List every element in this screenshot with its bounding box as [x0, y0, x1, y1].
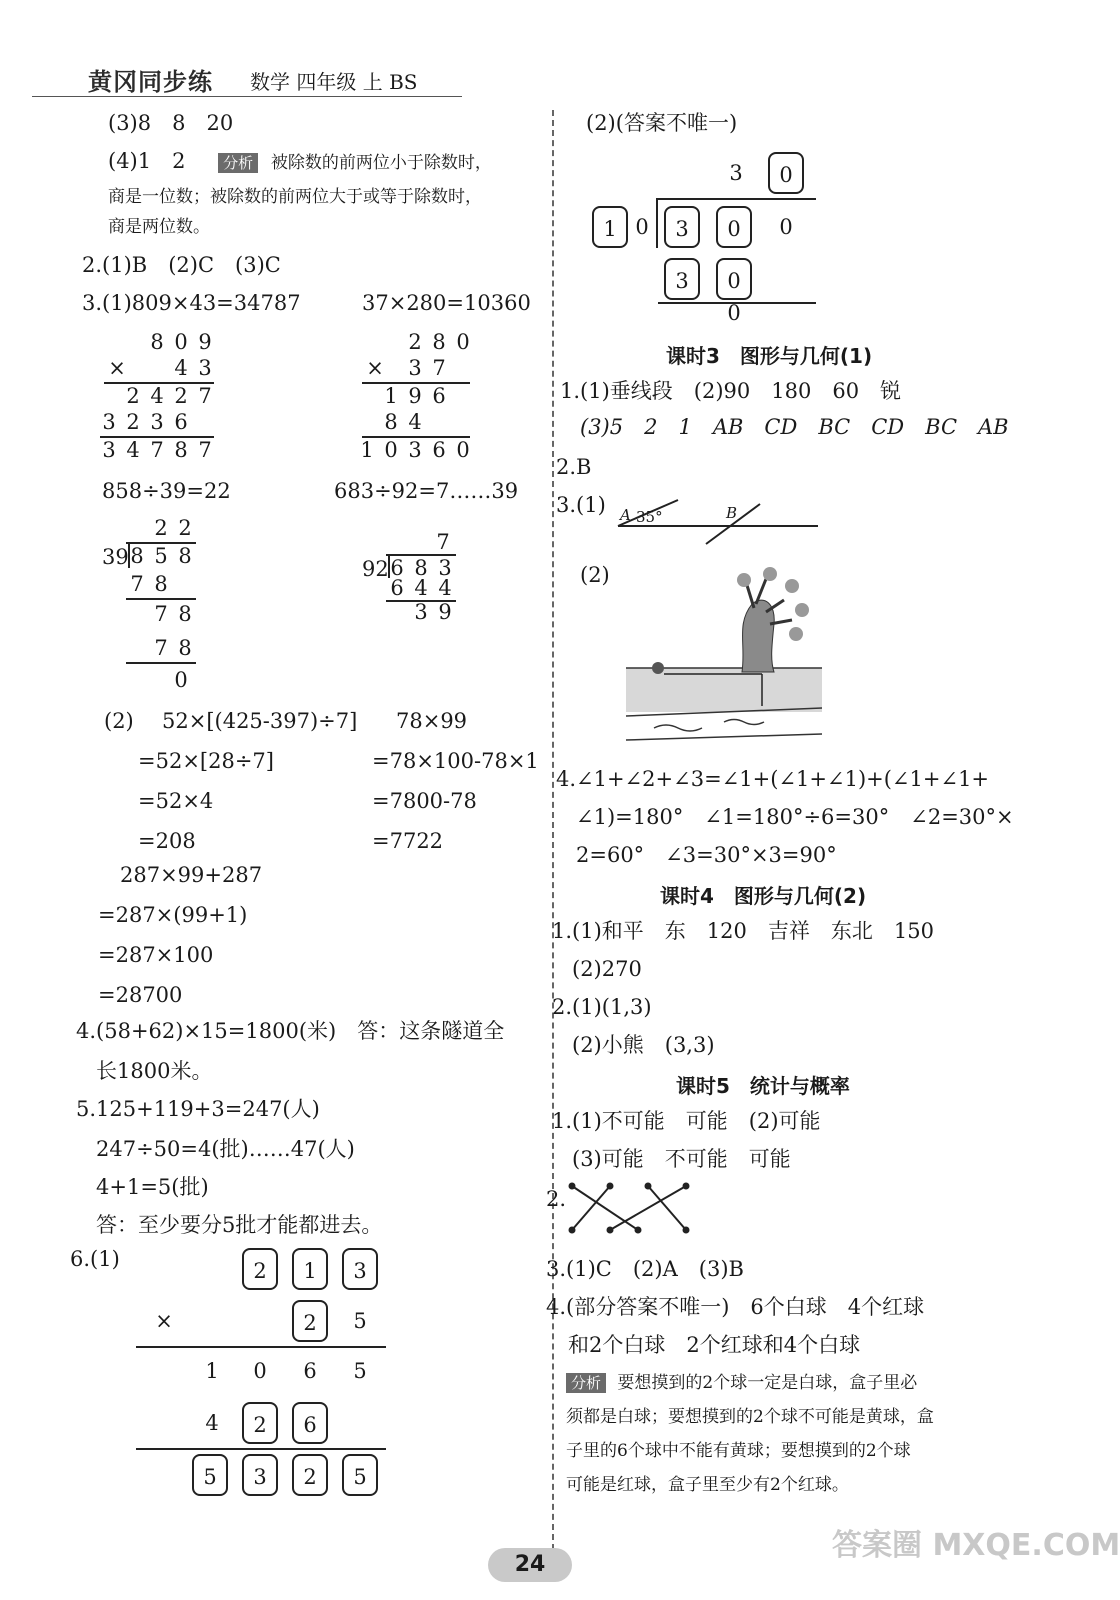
calc-line: =7722 [372, 829, 444, 853]
digit: 4 [150, 384, 164, 408]
digit-box: 1 [292, 1248, 328, 1290]
calc-line: =28700 [98, 983, 183, 1007]
digit: 6 [390, 556, 404, 580]
digit-box: 0 [716, 258, 752, 300]
digit-box: 6 [292, 1402, 328, 1444]
digit: 2 [178, 516, 192, 540]
digit: 2 [174, 384, 188, 408]
section-heading-lesson-5: 课时5 统计与概率 [676, 1074, 850, 1098]
answer-line: (2)(答案不唯一) [586, 111, 738, 135]
digit: 4 [205, 1411, 219, 1435]
digit-box: 3 [664, 258, 700, 300]
divisor: 92 [362, 557, 389, 581]
digit: 8 [178, 544, 192, 568]
question-5-answer: 答：至少要分5批才能都进去。 [96, 1213, 383, 1237]
question-4: 4.(58+62)×15=1800(米) 答：这条隧道全 [76, 1019, 505, 1043]
digit: 4 [408, 410, 422, 434]
matching-diagram [566, 1178, 696, 1238]
question-2: 2.(1)B (2)C (3)C [82, 253, 281, 277]
answer-line: (3)5 2 1 AB CD BC CD BC AB [580, 415, 1009, 439]
calc-line: =78×100-78×1 [372, 749, 539, 773]
answer-line: 2.(1)(1,3) [552, 995, 652, 1019]
digit: 8 [150, 330, 164, 354]
digit-box: 2 [292, 1454, 328, 1496]
digit-box: 0 [716, 206, 752, 248]
digit: 4 [126, 438, 140, 462]
digit: 8 [414, 556, 428, 580]
digit: 5 [154, 544, 168, 568]
digit: 6 [303, 1359, 317, 1383]
digit: 8 [154, 572, 168, 596]
digit-box: 3 [242, 1454, 278, 1496]
digit-box: 5 [192, 1454, 228, 1496]
calc-line: =7800-78 [372, 789, 477, 813]
calc-line: =208 [138, 829, 196, 853]
digit: 3 [408, 438, 422, 462]
digit: 8 [178, 602, 192, 626]
digit: 3 [438, 556, 452, 580]
answer-line [108, 148, 492, 178]
analysis-text: 被除数的前两位小于除数时， [270, 153, 492, 173]
calc-line: 287×99+287 [120, 863, 263, 887]
analysis-tag: 分析 [218, 153, 258, 173]
digit-box: 2 [292, 1300, 328, 1342]
label-b: B [726, 504, 738, 522]
digit: 0 [456, 330, 470, 354]
digit-box: 3 [664, 206, 700, 248]
digit-box: 2 [242, 1248, 278, 1290]
answer-line: ∠1)=180° ∠1=180°÷6=30° ∠2=30°× [576, 805, 1014, 829]
digit: 7 [198, 384, 212, 408]
digit: 3 [150, 410, 164, 434]
digit: 0 [174, 330, 188, 354]
digit: 7 [432, 356, 446, 380]
digit-box: 2 [242, 1402, 278, 1444]
digit: 4 [438, 576, 452, 600]
answer-line: 1.(1)垂线段 (2)90 180 60 锐 [560, 379, 902, 403]
calc-line: =287×100 [98, 943, 214, 967]
section-heading-lesson-4: 课时4 图形与几何(2) [660, 884, 867, 908]
answer-line: (3)可能 不可能 可能 [572, 1147, 791, 1171]
digit: 0 [779, 215, 793, 239]
digit: 0 [174, 668, 188, 692]
digit: 4 [414, 576, 428, 600]
analysis-text: 可能是红球，盒子里至少有2个红球。 [566, 1475, 849, 1495]
question-6: 6.(1) [70, 1247, 120, 1271]
times-sign: × [366, 356, 384, 380]
digit: 0 [635, 215, 649, 239]
digit-box: 5 [342, 1454, 378, 1496]
answer-line: 4.∠1+∠2+∠3=∠1+(∠1+∠1)+(∠1+∠1+ [556, 767, 990, 791]
digit: 3 [414, 600, 428, 624]
answer-line: 和2个白球 2个红球和4个白球 [568, 1333, 861, 1357]
analysis-text: 商是两位数。 [108, 217, 210, 237]
digit: 0 [384, 438, 398, 462]
digit: 6 [390, 576, 404, 600]
calc-line: =52×4 [138, 789, 214, 813]
analysis-tag: 分析 [566, 1373, 606, 1393]
digit: 0 [727, 301, 741, 325]
digit: 2 [408, 330, 422, 354]
page-number-badge [488, 1548, 572, 1582]
answer-line: (3)8 8 20 [108, 111, 234, 135]
header-subtitle: 数学 四年级 上 BS [250, 70, 418, 94]
division-equation-1: 858÷39=22 [102, 479, 231, 503]
rule [126, 598, 196, 600]
calc-line: 52×[(425-397)÷7] [162, 709, 358, 733]
digit: 8 [432, 330, 446, 354]
analysis-text: 要想摸到的2个球一定是白球，盒子里必 [617, 1373, 918, 1393]
digit: 1 [360, 438, 374, 462]
digit: 7 [198, 438, 212, 462]
divisor: 39 [102, 545, 129, 569]
answer-line: 1.(1)不可能 可能 (2)可能 [552, 1109, 821, 1133]
digit: 3 [102, 410, 116, 434]
column-divider [552, 110, 554, 1550]
digit: 7 [154, 602, 168, 626]
digit: 2 [126, 384, 140, 408]
tree-illustration [624, 564, 824, 754]
digit: 3 [102, 438, 116, 462]
header-rule [32, 96, 462, 97]
digit: 2 [154, 516, 168, 540]
digit: 6 [432, 438, 446, 462]
digit: 0 [456, 438, 470, 462]
digit: 9 [408, 384, 422, 408]
label-angle: 35° [636, 508, 663, 526]
answer-text: (4)1 2 [108, 149, 186, 173]
rule [136, 1448, 386, 1450]
digit: 0 [253, 1359, 267, 1383]
question-3-eq1: 3.(1)809×43=34787 [82, 291, 301, 315]
division-equation-2: 683÷92=7……39 [334, 479, 519, 503]
calc-line: =52×[28÷7] [138, 749, 274, 773]
question-3-eq2: 37×280=10360 [362, 291, 531, 315]
digit-box: 0 [768, 152, 804, 194]
times-sign: × [155, 1309, 173, 1333]
digit: 8 [130, 544, 144, 568]
analysis-text: 须都是白球；要想摸到的2个球不可能是黄球，盒 [566, 1407, 934, 1427]
answer-line: 2. [546, 1187, 567, 1211]
question-5: 5.125+119+3=247(人) [76, 1097, 320, 1121]
digit: 8 [384, 410, 398, 434]
division-bracket [656, 198, 658, 248]
rule [658, 198, 816, 200]
label-a: A [620, 506, 631, 524]
digit: 1 [384, 384, 398, 408]
rule [136, 1346, 386, 1348]
answer-line: 4.(部分答案不唯一) 6个白球 4个红球 [546, 1295, 925, 1319]
question-5-line: 4+1=5(批) [96, 1175, 209, 1199]
analysis-line [566, 1368, 917, 1398]
digit: 8 [178, 636, 192, 660]
digit-box: 3 [342, 1248, 378, 1290]
analysis-text: 商是一位数；被除数的前两位大于或等于除数时， [108, 187, 482, 207]
answer-line: 2.B [556, 455, 592, 479]
answer-line: 2=60° ∠3=30°×3=90° [576, 843, 837, 867]
matching-svg [566, 1178, 696, 1238]
digit: 5 [353, 1359, 367, 1383]
analysis-text: 子里的6个球中不能有黄球；要想摸到的2个球 [566, 1441, 911, 1461]
digit: 4 [174, 356, 188, 380]
digit: 3 [729, 161, 743, 185]
digit: 6 [432, 384, 446, 408]
digit: 9 [198, 330, 212, 354]
digit: 7 [150, 438, 164, 462]
question-4-cont: 长1800米。 [96, 1059, 213, 1083]
answer-line: (2)270 [572, 957, 642, 981]
tree-river-svg [624, 564, 824, 754]
answer-line: 1.(1)和平 东 120 吉祥 东北 150 [552, 919, 934, 943]
page-number: 24 [514, 1552, 546, 1577]
digit: 2 [126, 410, 140, 434]
answer-line: (2)小熊 (3,3) [572, 1033, 715, 1057]
digit: 7 [154, 636, 168, 660]
digit: 7 [130, 572, 144, 596]
header-logo: 黄冈同步练 [88, 68, 213, 96]
digit: 8 [174, 438, 188, 462]
digit-box: 1 [592, 206, 628, 248]
watermark: 答案圈 MXQE.COM [832, 1528, 1120, 1563]
digit: 6 [174, 410, 188, 434]
digit: 3 [198, 356, 212, 380]
calc-line: =287×(99+1) [98, 903, 248, 927]
calc-line: 78×99 [396, 709, 468, 733]
rule [126, 662, 196, 664]
times-sign: × [108, 356, 126, 380]
angle-figure [614, 496, 824, 550]
part-label: (2) [104, 709, 134, 733]
digit: 3 [408, 356, 422, 380]
digit: 7 [436, 530, 450, 554]
section-heading-lesson-3: 课时3 图形与几何(1) [666, 344, 873, 368]
answer-line: (2) [580, 563, 610, 587]
question-5-line: 247÷50=4(批)……47(人) [96, 1137, 355, 1161]
answer-line: 3.(1) [556, 493, 606, 517]
answer-line: 3.(1)C (2)A (3)B [546, 1257, 744, 1281]
digit: 9 [438, 600, 452, 624]
digit: 5 [353, 1309, 367, 1333]
digit: 1 [205, 1359, 219, 1383]
